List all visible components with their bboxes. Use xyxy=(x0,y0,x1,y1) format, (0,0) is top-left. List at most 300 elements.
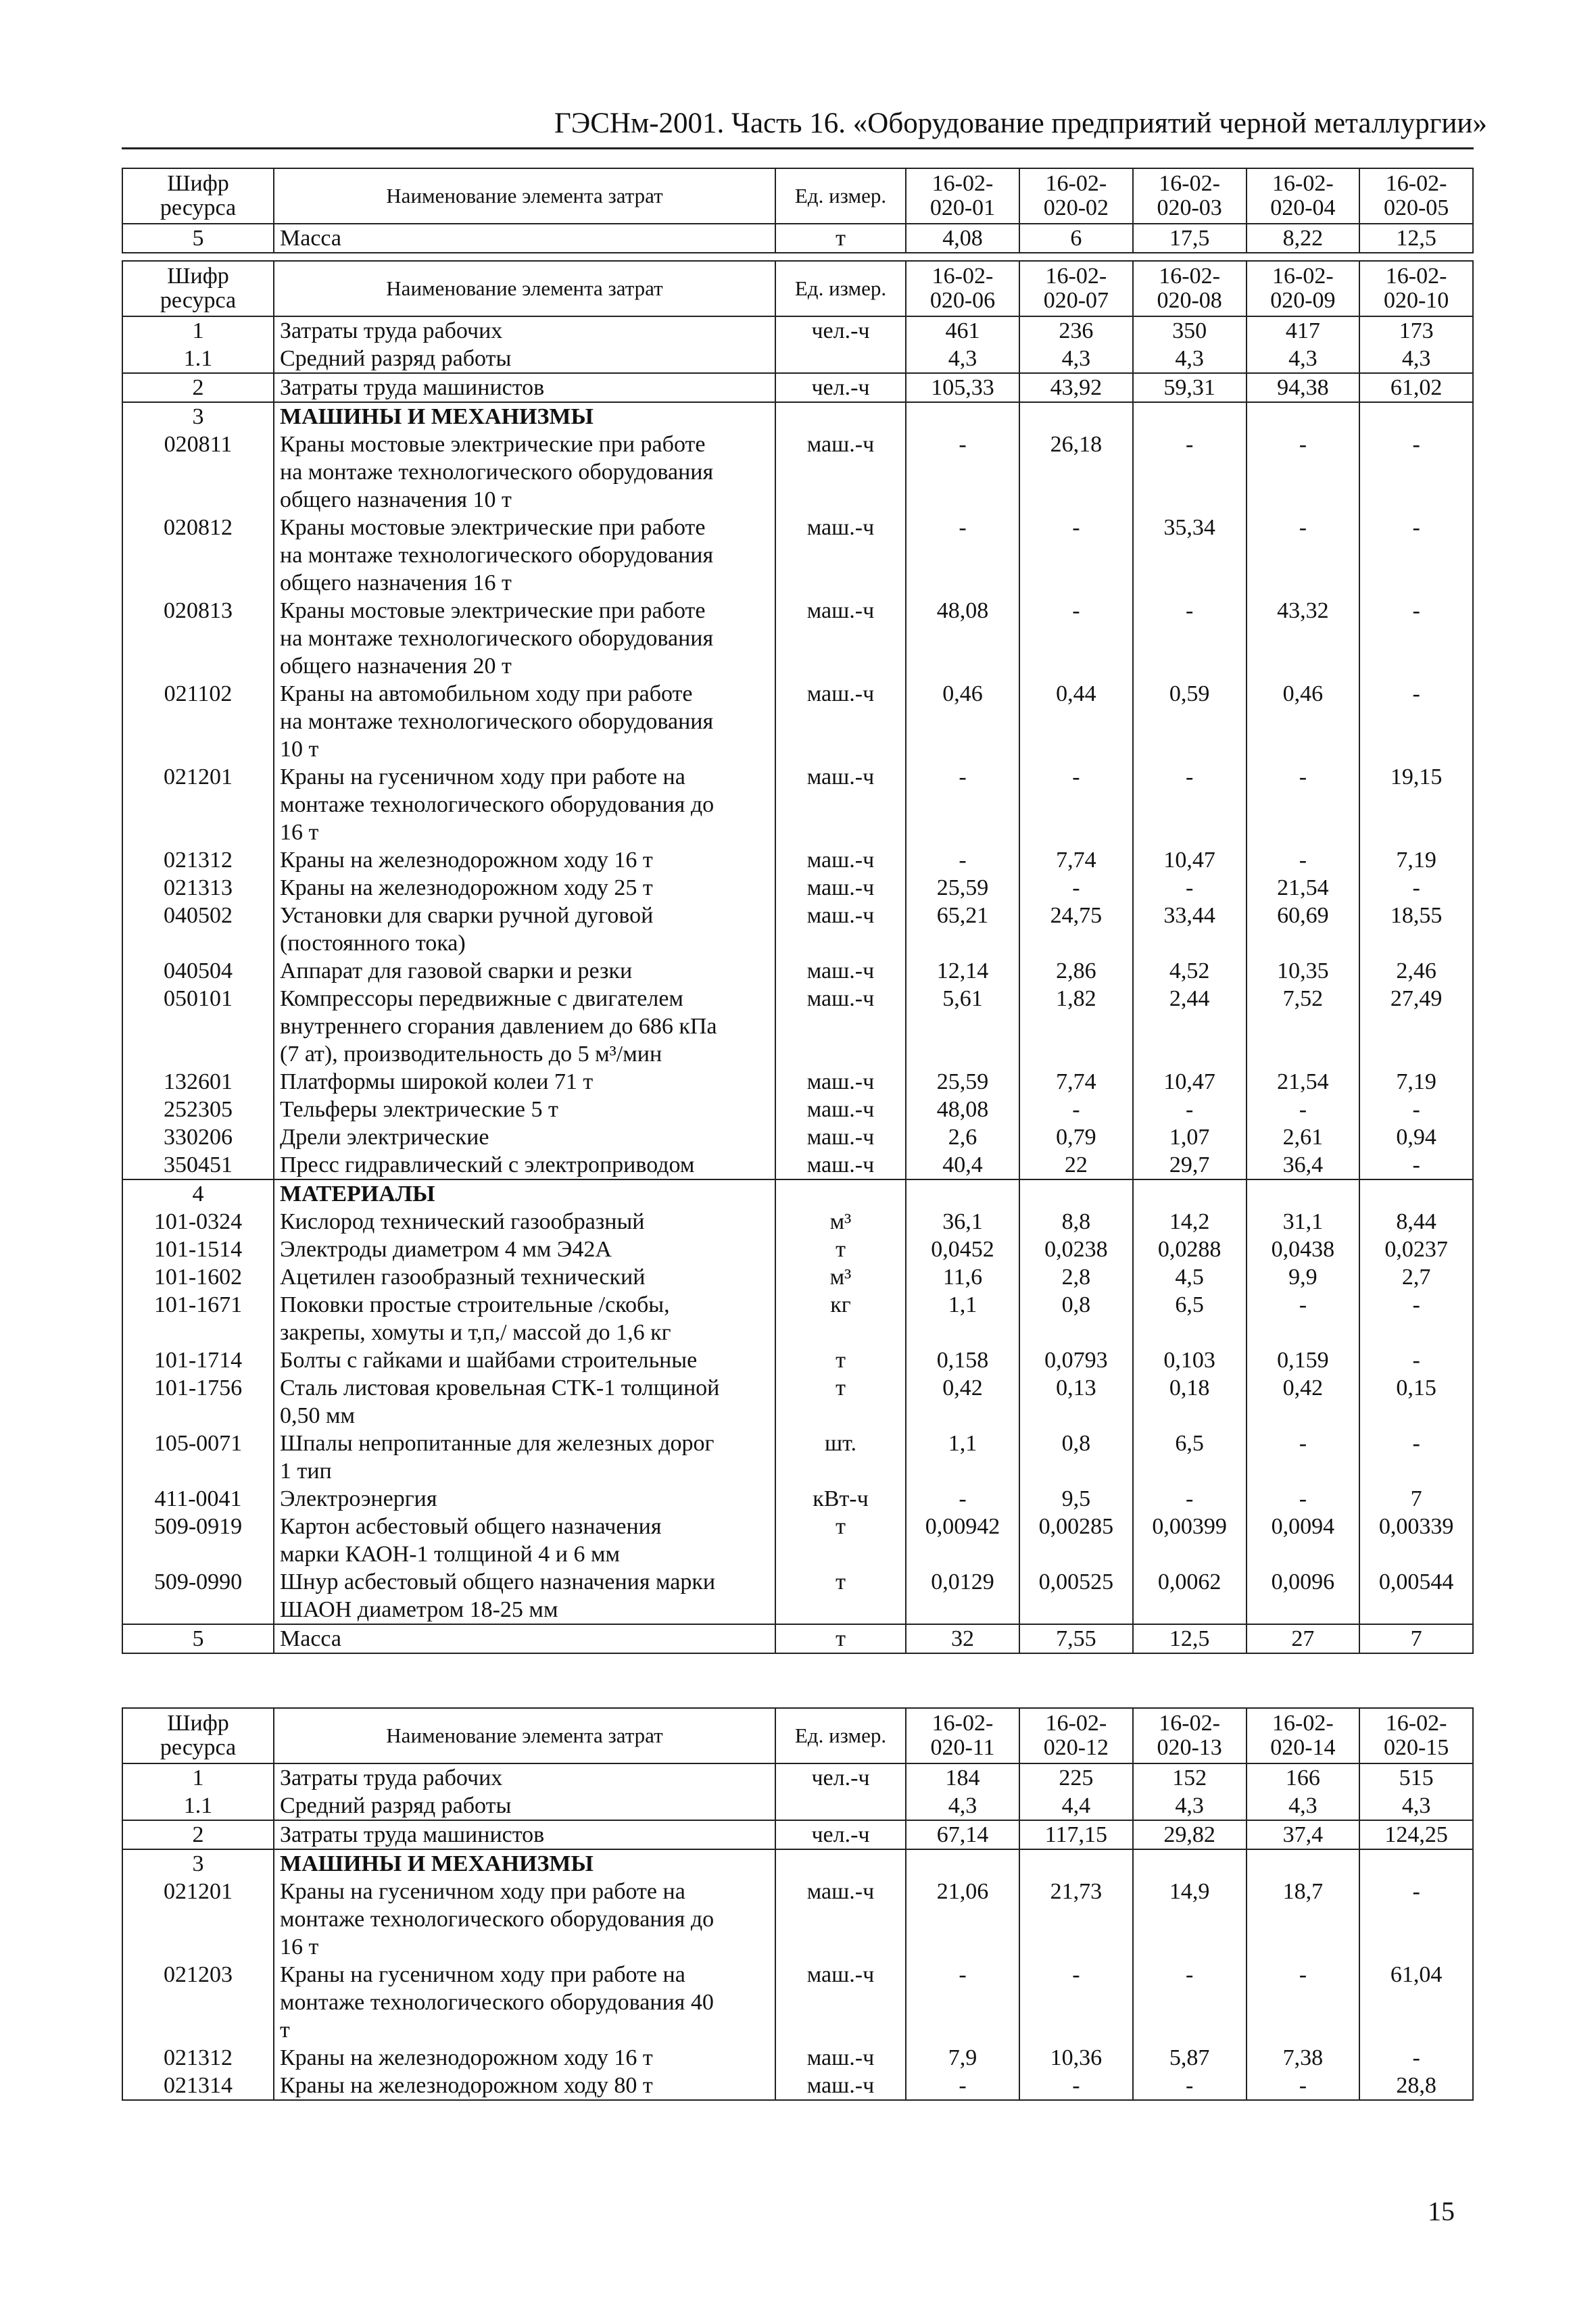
cost-element-name xyxy=(274,957,775,985)
norm-value: - xyxy=(1359,597,1473,680)
table-row xyxy=(122,1346,1473,1374)
cost-element-name xyxy=(274,846,775,874)
resource-code: 021313 xyxy=(122,874,274,902)
norm-value: 22 xyxy=(1019,1151,1133,1179)
norm-value: 67,14 xyxy=(906,1820,1019,1849)
cost-element-name xyxy=(274,1763,775,1792)
unit-of-measure: маш.-ч xyxy=(775,2072,906,2100)
header-norm-column xyxy=(1133,261,1247,316)
table-row xyxy=(122,763,1473,846)
resource-code: 2 xyxy=(122,1820,274,1849)
resource-code: 411-0041 xyxy=(122,1485,274,1513)
table-row xyxy=(122,2044,1473,2072)
cost-element-name xyxy=(274,1291,775,1346)
norm-value: - xyxy=(1359,1878,1473,1961)
resource-code: 252305 xyxy=(122,1096,274,1123)
norm-value: 0,46 xyxy=(906,680,1019,763)
unit-of-measure xyxy=(775,345,906,373)
norm-value: - xyxy=(1247,846,1360,874)
cost-element-name-line: Компрессоры передвижные с двигателем xyxy=(280,986,683,1011)
table-row xyxy=(122,1291,1473,1346)
header-norm-line: 020-05 xyxy=(1383,195,1449,220)
cost-element-name-line: закрепы, хомуты и т,п,/ массой до 1,6 кг xyxy=(280,1320,671,1345)
norm-value: 4,3 xyxy=(1247,1792,1360,1820)
table-row xyxy=(122,1624,1473,1653)
table-row xyxy=(122,514,1473,597)
norm-value: 1,1 xyxy=(906,1430,1019,1485)
unit-of-measure: т xyxy=(775,1346,906,1374)
resource-table-1 xyxy=(122,168,1474,253)
unit-of-measure: маш.-ч xyxy=(775,985,906,1068)
norm-value: - xyxy=(1247,1485,1360,1513)
cost-element-name-line: общего назначения 20 т xyxy=(280,654,512,679)
cost-element-name xyxy=(274,1208,775,1236)
table-row xyxy=(122,1792,1473,1820)
unit-of-measure: т xyxy=(775,1374,906,1430)
table-row xyxy=(122,1096,1473,1123)
cost-element-name xyxy=(274,1485,775,1513)
resource-code: 1.1 xyxy=(122,1792,274,1820)
norm-value: - xyxy=(906,846,1019,874)
norm-value: 43,92 xyxy=(1019,373,1133,402)
resource-code: 101-1756 xyxy=(122,1374,274,1430)
unit-of-measure: маш.-ч xyxy=(775,1878,906,1961)
unit-of-measure: чел.-ч xyxy=(775,316,906,345)
resource-code: 101-1714 xyxy=(122,1346,274,1374)
resource-code: 021201 xyxy=(122,763,274,846)
table-row xyxy=(122,1568,1473,1624)
norm-value: 26,18 xyxy=(1019,431,1133,514)
norm-value: - xyxy=(1019,1961,1133,2044)
norm-value: - xyxy=(1133,431,1247,514)
resource-code: 021203 xyxy=(122,1961,274,2044)
norm-value: 59,31 xyxy=(1133,373,1247,402)
table-row xyxy=(122,1513,1473,1568)
norm-value: 19,15 xyxy=(1359,763,1473,846)
norm-value: 0,00285 xyxy=(1019,1513,1133,1568)
norm-value: 37,4 xyxy=(1247,1820,1360,1849)
header-norm-line: 16-02- xyxy=(1159,1711,1220,1736)
table-row xyxy=(122,1263,1473,1291)
norm-value: 0,159 xyxy=(1247,1346,1360,1374)
norm-value: 25,59 xyxy=(906,1068,1019,1096)
resource-code: 5 xyxy=(122,1624,274,1653)
norm-value xyxy=(1247,1179,1360,1208)
header-norm-column xyxy=(1133,168,1247,224)
header-norm-column xyxy=(1247,1708,1360,1763)
unit-of-measure: т xyxy=(775,1236,906,1263)
cost-element-name-line: Затраты труда рабочих xyxy=(280,1765,503,1790)
cost-element-name-line: Краны на автомобильном ходу при работе xyxy=(280,681,693,706)
cost-element-name-line: Краны на гусеничном ходу при работе на xyxy=(280,764,685,789)
norm-value: 7,74 xyxy=(1019,846,1133,874)
unit-of-measure: м³ xyxy=(775,1208,906,1236)
cost-element-name-line: Кислород технический газообразный xyxy=(280,1209,645,1234)
header-rule xyxy=(122,147,1474,149)
cost-element-name-line: на монтаже технологического оборудования xyxy=(280,543,714,568)
norm-value: 9,9 xyxy=(1247,1263,1360,1291)
unit-of-measure: чел.-ч xyxy=(775,1763,906,1792)
norm-value xyxy=(1247,1849,1360,1878)
resource-code: 2 xyxy=(122,373,274,402)
header-norm-line: 020-12 xyxy=(1043,1735,1109,1760)
header-norm-column xyxy=(906,261,1019,316)
cost-element-name-line: общего назначения 16 т xyxy=(280,570,512,595)
cost-element-name-line: на монтаже технологического оборудования xyxy=(280,709,714,734)
cost-element-name xyxy=(274,1430,775,1485)
cost-element-name xyxy=(274,1792,775,1820)
resource-code: 040504 xyxy=(122,957,274,985)
norm-value: 0,00544 xyxy=(1359,1568,1473,1624)
norm-value: 21,54 xyxy=(1247,874,1360,902)
cost-element-name-line: на монтаже технологического оборудования xyxy=(280,460,714,485)
norm-value: 0,0452 xyxy=(906,1236,1019,1263)
norm-value: - xyxy=(906,431,1019,514)
norm-value: 173 xyxy=(1359,316,1473,345)
norm-value: 0,0238 xyxy=(1019,1236,1133,1263)
norm-value: - xyxy=(1019,763,1133,846)
norm-value: 7 xyxy=(1359,1624,1473,1653)
cost-element-name-line: Затраты труда машинистов xyxy=(280,375,545,400)
header-norm-line: 020-03 xyxy=(1157,195,1222,220)
norm-value: - xyxy=(1359,1291,1473,1346)
norm-value: 61,02 xyxy=(1359,373,1473,402)
norm-value: 7,19 xyxy=(1359,1068,1473,1096)
norm-value: 32 xyxy=(906,1624,1019,1653)
cost-element-name-line: Тельферы электрические 5 т xyxy=(280,1097,558,1122)
norm-value: 7 xyxy=(1359,1485,1473,1513)
norm-value: 29,82 xyxy=(1133,1820,1247,1849)
cost-element-name-line: (постоянного тока) xyxy=(280,931,466,956)
cost-element-name xyxy=(274,373,775,402)
table-row xyxy=(122,1208,1473,1236)
norm-value: 48,08 xyxy=(906,597,1019,680)
table-row xyxy=(122,597,1473,680)
table-row xyxy=(122,902,1473,957)
cost-element-name-line: Масса xyxy=(280,226,342,251)
resource-code: 3 xyxy=(122,402,274,431)
section-row xyxy=(122,1849,1473,1878)
cost-element-name-line: Средний разряд работы xyxy=(280,346,512,371)
table-row xyxy=(122,224,1473,253)
norm-value: 10,36 xyxy=(1019,2044,1133,2072)
resource-table-3 xyxy=(122,1707,1474,2101)
header-norm-column xyxy=(1019,168,1133,224)
norm-value xyxy=(1019,402,1133,431)
norm-value: 4,3 xyxy=(1133,345,1247,373)
norm-value: 43,32 xyxy=(1247,597,1360,680)
cost-element-name-line: МАТЕРИАЛЫ xyxy=(280,1181,435,1207)
cost-element-name xyxy=(274,1849,775,1878)
norm-value: 36,1 xyxy=(906,1208,1019,1236)
resource-code: 021201 xyxy=(122,1878,274,1961)
norm-value: - xyxy=(906,763,1019,846)
resource-code: 020813 xyxy=(122,597,274,680)
header-norm-line: 16-02- xyxy=(932,171,994,196)
resource-code: 4 xyxy=(122,1179,274,1208)
header-name: Наименование элемента затрат xyxy=(274,168,775,224)
cost-element-name xyxy=(274,1179,775,1208)
norm-value: 0,00399 xyxy=(1133,1513,1247,1568)
norm-value: - xyxy=(1133,763,1247,846)
norm-value: - xyxy=(1133,597,1247,680)
norm-value: - xyxy=(1359,680,1473,763)
norm-value: 9,5 xyxy=(1019,1485,1133,1513)
unit-of-measure xyxy=(775,1179,906,1208)
header-norm-line: 020-15 xyxy=(1383,1735,1449,1760)
norm-value: 0,44 xyxy=(1019,680,1133,763)
resource-code: 021102 xyxy=(122,680,274,763)
cost-element-name xyxy=(274,1236,775,1263)
cost-element-name xyxy=(274,680,775,763)
cost-element-name-line: Картон асбестовый общего назначения xyxy=(280,1514,662,1539)
unit-of-measure: м³ xyxy=(775,1263,906,1291)
norm-value: 0,13 xyxy=(1019,1374,1133,1430)
header-norm-line: 16-02- xyxy=(1272,264,1334,289)
norm-value: 6,5 xyxy=(1133,1291,1247,1346)
norm-value: 0,94 xyxy=(1359,1123,1473,1151)
cost-element-name-line: Пресс гидравлический с электроприводом xyxy=(280,1152,695,1177)
norm-value: 24,75 xyxy=(1019,902,1133,957)
cost-element-name-line: Электроэнергия xyxy=(280,1486,437,1511)
norm-value: 4,4 xyxy=(1019,1792,1133,1820)
header-norm-line: 020-01 xyxy=(929,195,996,220)
norm-value: 4,3 xyxy=(1359,1792,1473,1820)
norm-value: 17,5 xyxy=(1133,224,1247,253)
norm-value: 31,1 xyxy=(1247,1208,1360,1236)
header-code-line: ресурса xyxy=(160,288,237,313)
norm-value: - xyxy=(1019,874,1133,902)
norm-value: 8,44 xyxy=(1359,1208,1473,1236)
header-norm-column xyxy=(1019,261,1133,316)
cost-element-name-line: МАШИНЫ И МЕХАНИЗМЫ xyxy=(280,404,594,429)
norm-value: 0,158 xyxy=(906,1346,1019,1374)
resource-code: 040502 xyxy=(122,902,274,957)
header-code-line: Шифр xyxy=(167,264,229,289)
header-code-line: Шифр xyxy=(167,1711,229,1736)
norm-value: 0,0438 xyxy=(1247,1236,1360,1263)
unit-of-measure: кг xyxy=(775,1291,906,1346)
section-row xyxy=(122,1179,1473,1208)
norm-value: 2,46 xyxy=(1359,957,1473,985)
norm-value: 2,61 xyxy=(1247,1123,1360,1151)
resource-code: 509-0990 xyxy=(122,1568,274,1624)
norm-value: 7,9 xyxy=(906,2044,1019,2072)
norm-value: 2,6 xyxy=(906,1123,1019,1151)
header-norm-line: 16-02- xyxy=(1272,171,1334,196)
norm-value: - xyxy=(1019,597,1133,680)
norm-value: 61,04 xyxy=(1359,1961,1473,2044)
norm-value: 1,07 xyxy=(1133,1123,1247,1151)
table-header-row xyxy=(122,168,1473,224)
norm-value: 14,2 xyxy=(1133,1208,1247,1236)
norm-value: 0,18 xyxy=(1133,1374,1247,1430)
norm-value: 0,0096 xyxy=(1247,1568,1360,1624)
norm-value: 5,61 xyxy=(906,985,1019,1068)
header-norm-column xyxy=(1133,1708,1247,1763)
header-norm-line: 020-11 xyxy=(930,1735,995,1760)
table-row xyxy=(122,1878,1473,1961)
norm-value: 7,55 xyxy=(1019,1624,1133,1653)
header-norm-column xyxy=(1247,168,1360,224)
norm-value: 0,8 xyxy=(1019,1430,1133,1485)
norm-value: 105,33 xyxy=(906,373,1019,402)
resource-code: 020812 xyxy=(122,514,274,597)
norm-value: 0,59 xyxy=(1133,680,1247,763)
norm-value: 417 xyxy=(1247,316,1360,345)
header-norm-line: 020-13 xyxy=(1157,1735,1222,1760)
header-code xyxy=(122,168,274,224)
table-header-row xyxy=(122,1708,1473,1763)
resource-code: 350451 xyxy=(122,1151,274,1179)
table-row xyxy=(122,1820,1473,1849)
norm-value: 10,47 xyxy=(1133,1068,1247,1096)
norm-value: 65,21 xyxy=(906,902,1019,957)
cost-element-name-line: 0,50 мм xyxy=(280,1403,356,1428)
norm-value: 10,47 xyxy=(1133,846,1247,874)
header-norm-column xyxy=(906,168,1019,224)
norm-value: 7,52 xyxy=(1247,985,1360,1068)
norm-value: 12,5 xyxy=(1133,1624,1247,1653)
cost-element-name-line: Установки для сварки ручной дуговой xyxy=(280,903,654,928)
header-norm-line: 16-02- xyxy=(1385,1711,1447,1736)
norm-value: - xyxy=(1359,1430,1473,1485)
norm-value: 515 xyxy=(1359,1763,1473,1792)
norm-value: 0,42 xyxy=(1247,1374,1360,1430)
norm-value: 12,14 xyxy=(906,957,1019,985)
table-header-row xyxy=(122,261,1473,316)
norm-value: 0,0129 xyxy=(906,1568,1019,1624)
norm-value xyxy=(1133,402,1247,431)
norm-value: 0,0288 xyxy=(1133,1236,1247,1263)
norm-value: 4,52 xyxy=(1133,957,1247,985)
norm-value: 25,59 xyxy=(906,874,1019,902)
resource-code: 021312 xyxy=(122,846,274,874)
unit-of-measure: т xyxy=(775,224,906,253)
unit-of-measure: т xyxy=(775,1624,906,1653)
unit-of-measure: шт. xyxy=(775,1430,906,1485)
header-unit: Ед. измер. xyxy=(775,261,906,316)
cost-element-name xyxy=(274,1346,775,1374)
header-norm-line: 020-14 xyxy=(1270,1735,1336,1760)
cost-element-name-line: Краны мостовые электрические при работе xyxy=(280,515,706,540)
cost-element-name xyxy=(274,763,775,846)
norm-value: 2,86 xyxy=(1019,957,1133,985)
unit-of-measure: маш.-ч xyxy=(775,902,906,957)
norm-value: 21,54 xyxy=(1247,1068,1360,1096)
norm-value: 225 xyxy=(1019,1763,1133,1792)
norm-value xyxy=(1359,402,1473,431)
norm-value xyxy=(1247,402,1360,431)
resource-code: 101-1514 xyxy=(122,1236,274,1263)
table-row xyxy=(122,1068,1473,1096)
section-row xyxy=(122,402,1473,431)
norm-value: 0,8 xyxy=(1019,1291,1133,1346)
resource-code: 1 xyxy=(122,316,274,345)
cost-element-name xyxy=(274,402,775,431)
cost-element-name-line: МАШИНЫ И МЕХАНИЗМЫ xyxy=(280,1851,594,1876)
cost-element-name-line: Ацетилен газообразный технический xyxy=(280,1265,646,1290)
table-row xyxy=(122,1485,1473,1513)
table-row xyxy=(122,846,1473,874)
table-row xyxy=(122,1236,1473,1263)
unit-of-measure: чел.-ч xyxy=(775,373,906,402)
cost-element-name-line: т xyxy=(280,2018,290,2043)
norm-value xyxy=(906,1179,1019,1208)
table-row xyxy=(122,985,1473,1068)
cost-element-name-line: Средний разряд работы xyxy=(280,1793,512,1818)
cost-element-name xyxy=(274,1068,775,1096)
unit-of-measure: т xyxy=(775,1568,906,1624)
header-norm-column xyxy=(1019,1708,1133,1763)
header-norm-line: 020-02 xyxy=(1043,195,1109,220)
norm-value xyxy=(1019,1849,1133,1878)
norm-value: 11,6 xyxy=(906,1263,1019,1291)
header-norm-line: 020-04 xyxy=(1270,195,1336,220)
running-header: ГЭСНм-2001. Часть 16. «Оборудование предприятий черной металлургии» xyxy=(554,107,1487,139)
cost-element-name-line: 1 тип xyxy=(280,1459,332,1484)
resource-code: 509-0919 xyxy=(122,1513,274,1568)
norm-value: 117,15 xyxy=(1019,1820,1133,1849)
norm-value: 4,08 xyxy=(906,224,1019,253)
norm-value: 4,3 xyxy=(1359,345,1473,373)
unit-of-measure: маш.-ч xyxy=(775,957,906,985)
norm-value: - xyxy=(906,2072,1019,2100)
norm-value: 27 xyxy=(1247,1624,1360,1653)
unit-of-measure xyxy=(775,1849,906,1878)
cost-element-name-line: ШАОН диаметром 18-25 мм xyxy=(280,1597,558,1622)
resource-code: 5 xyxy=(122,224,274,253)
header-norm-column xyxy=(906,1708,1019,1763)
norm-value: 6 xyxy=(1019,224,1133,253)
norm-value: 21,06 xyxy=(906,1878,1019,1961)
header-norm-column xyxy=(1359,1708,1473,1763)
header-norm-line: 16-02- xyxy=(1159,171,1220,196)
norm-value: - xyxy=(1133,1485,1247,1513)
cost-element-name-line: монтаже технологического оборудования до xyxy=(280,1907,715,1932)
norm-value: 8,22 xyxy=(1247,224,1360,253)
norm-value: 4,5 xyxy=(1133,1263,1247,1291)
cost-element-name xyxy=(274,2044,775,2072)
resource-code: 3 xyxy=(122,1849,274,1878)
cost-element-name-line: (7 ат), производительность до 5 м³/мин xyxy=(280,1042,662,1067)
unit-of-measure: маш.-ч xyxy=(775,514,906,597)
norm-value: 0,0793 xyxy=(1019,1346,1133,1374)
norm-value: 33,44 xyxy=(1133,902,1247,957)
norm-value: - xyxy=(906,514,1019,597)
norm-value: 36,4 xyxy=(1247,1151,1360,1179)
cost-element-name xyxy=(274,902,775,957)
norm-value: - xyxy=(1247,1291,1360,1346)
unit-of-measure: маш.-ч xyxy=(775,1068,906,1096)
header-norm-line: 16-02- xyxy=(1159,264,1220,289)
norm-value: 0,00942 xyxy=(906,1513,1019,1568)
header-norm-line: 16-02- xyxy=(1385,264,1447,289)
norm-value: 2,8 xyxy=(1019,1263,1133,1291)
header-code-line: ресурса xyxy=(160,1735,237,1760)
norm-value: 10,35 xyxy=(1247,957,1360,985)
norm-value: 2,7 xyxy=(1359,1263,1473,1291)
resource-code: 1 xyxy=(122,1763,274,1792)
norm-value: - xyxy=(1359,514,1473,597)
table-row xyxy=(122,316,1473,345)
header-norm-line: 16-02- xyxy=(932,264,994,289)
norm-value: 1,82 xyxy=(1019,985,1133,1068)
cost-element-name-line: Затраты труда рабочих xyxy=(280,318,503,343)
norm-value: 4,3 xyxy=(1019,345,1133,373)
cost-element-name-line: монтаже технологического оборудования до xyxy=(280,792,715,817)
norm-value xyxy=(1359,1849,1473,1878)
